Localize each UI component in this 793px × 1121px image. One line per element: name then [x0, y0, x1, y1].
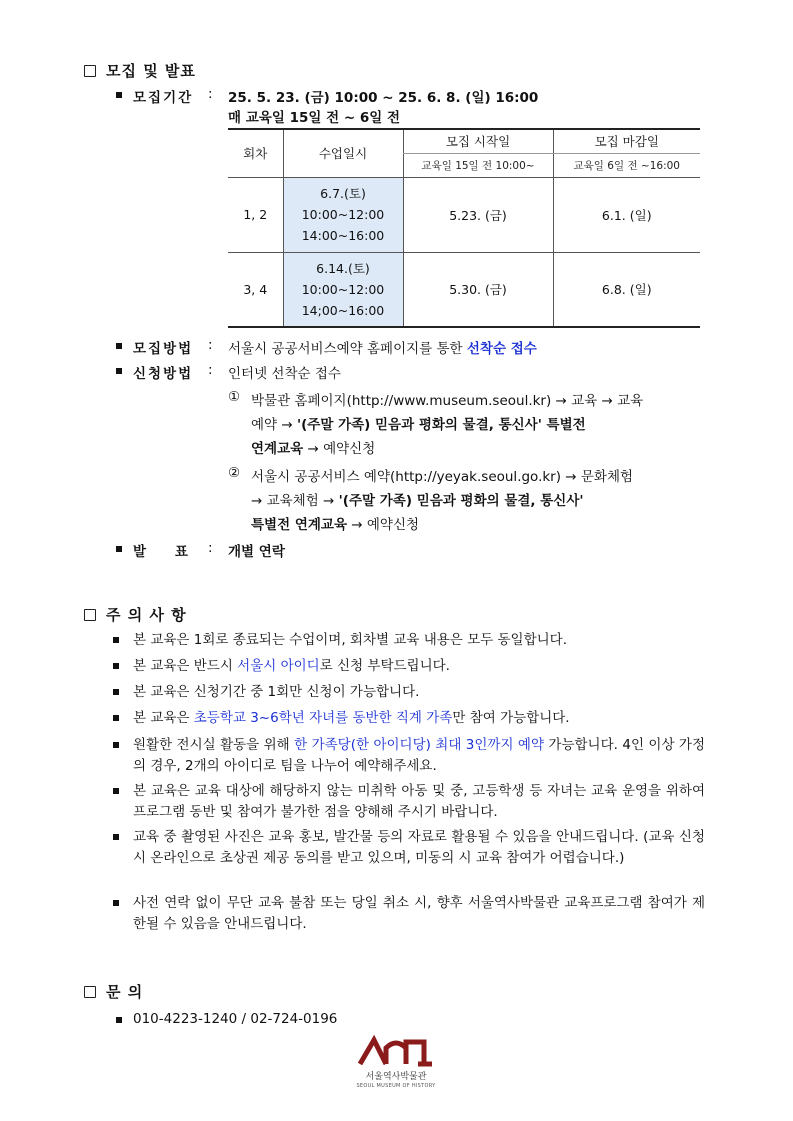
notice-text: 본 교육은 반드시: [133, 658, 238, 674]
method-label: 모집방법: [133, 341, 194, 357]
square-bullet-icon: [116, 1017, 122, 1023]
square-bullet-icon: [113, 637, 119, 643]
program-title: '(주말 가족) 믿음과 평화의 물결, 통신사' 특별전: [296, 417, 586, 433]
period-line-1: 25. 5. 23. (금) 10:00 ~ 25. 6. 8. (일) 16:00: [228, 90, 539, 106]
notice-text: 가능합니다. 4인 이상 가정의 경우, 2개의 아이디로 팀을 나누어 예약해주세요.: [133, 737, 705, 774]
apply-step-1-number: ①: [228, 389, 241, 405]
class-time-2: 14:00~16:00: [301, 228, 385, 243]
square-bullet-icon: [113, 900, 119, 906]
square-bullet-icon: [116, 92, 122, 98]
notice-text: 교육 중 촬영된 사진은 교육 홍보, 발간물 등의 자료로 활용될 수 있음을 안내드립니다. (교육 신청 시 온라인으로 초상권 제공 동의를 받고 있으며, 미동의 시 교육 참여가 어렵습니다.): [133, 829, 705, 866]
notice-item: [133, 827, 705, 869]
apply-text: 인터넷 선착순 접수: [228, 366, 341, 382]
cell-start: 5.23. (금): [403, 177, 553, 252]
square-bullet-icon: [113, 689, 119, 695]
checkbox-square-icon: [84, 986, 96, 998]
section-title: 주 의 사 항: [106, 606, 187, 624]
section-title: 문 의: [106, 983, 144, 1001]
notice-item: [133, 630, 705, 651]
notice-highlight: 초등학교 3~6학년 자녀를 동반한 직계 가족: [193, 710, 453, 726]
apply-step-1-line-2: [251, 413, 586, 433]
checkbox-square-icon: [84, 609, 96, 621]
cell-start: 5.30. (금): [403, 252, 553, 327]
colon: :: [208, 337, 213, 353]
logo-name-en: SEOUL MUSEUM OF HISTORY: [356, 1083, 436, 1089]
notice-text: 본 교육은 신청기간 중 1회만 신청이 가능합니다.: [133, 684, 420, 700]
notice-item: [133, 893, 705, 935]
apply-step-1-line-1: 박물관 홈페이지(http://www.museum.seoul.kr) → 교육 → 교육: [251, 393, 644, 409]
header-round: 회차: [228, 129, 283, 177]
text: 예약 →: [251, 417, 297, 433]
program-title: 특별전 연계교육: [251, 517, 347, 533]
class-time-1: 10:00~12:00: [301, 207, 385, 222]
apply-step-2-line-2: [251, 489, 584, 509]
square-bullet-icon: [113, 834, 119, 840]
announce-text: 개별 연락: [228, 544, 285, 560]
program-title: '(주말 가족) 믿음과 평화의 물결, 통신사': [338, 493, 584, 509]
table-row: [228, 177, 700, 252]
header-end-sub: 교육일 6일 전 ~16:00: [553, 153, 700, 177]
square-bullet-icon: [113, 663, 119, 669]
cell-end: 6.1. (일): [553, 177, 700, 252]
notice-text: 로 신청 부탁드립니다.: [319, 658, 450, 674]
table-row: [228, 252, 700, 327]
notice-text: 원활한 전시실 활동을 위해: [133, 737, 295, 753]
logo-name-ko: 서울역사박물관: [365, 1072, 427, 1082]
colon: :: [208, 540, 213, 556]
schedule-table: [228, 128, 700, 328]
period-line-2: 매 교육일 15일 전 ~ 6일 전: [228, 110, 401, 126]
cell-class-date: [283, 252, 403, 327]
header-start-sub: 교육일 15일 전 10:00~: [403, 153, 553, 177]
checkbox-square-icon: [84, 65, 96, 77]
notice-item: [133, 708, 705, 729]
museum-logo-icon: [356, 1034, 436, 1068]
cell-round: 3, 4: [228, 252, 283, 327]
announce-label: 발 표: [133, 544, 190, 560]
square-bullet-icon: [113, 715, 119, 721]
method-text: [228, 337, 537, 357]
class-date: 6.14.(토): [316, 260, 370, 276]
header-end: 모집 마감일: [553, 129, 700, 153]
text: → 예약신청: [347, 517, 420, 533]
notice-text: 본 교육은: [133, 710, 194, 726]
header-class-date: 수업일시: [283, 129, 403, 177]
class-time-1: 10:00~12:00: [301, 281, 385, 297]
colon: :: [208, 86, 213, 102]
section-heading-notice: [84, 604, 187, 625]
square-bullet-icon: [116, 343, 122, 349]
method-highlight: 선착순 접수: [466, 341, 537, 357]
text: → 예약신청: [303, 441, 376, 457]
apply-step-2-number: ②: [228, 465, 241, 481]
notice-text: 본 교육은 교육 대상에 해당하지 않는 미취학 아동 및 중, 고등학생 등 자녀는 교육 운영을 위하여 프로그램 동반 및 참여가 불가한 점을 양해해 주시기 바랍니다.: [133, 783, 705, 820]
notice-text: 본 교육은 1회로 종료되는 수업이며, 회차별 교육 내용은 모두 동일합니다.: [133, 632, 567, 648]
program-title: 연계교육: [251, 441, 304, 457]
notice-item: [133, 781, 705, 823]
notice-highlight: 한 가족당(한 아이디당) 최대 3인까지 예약: [294, 737, 545, 753]
colon: :: [208, 362, 213, 378]
period-label: 모집기간: [133, 90, 194, 106]
square-bullet-icon: [116, 546, 122, 552]
section-heading-recruit: [84, 60, 196, 81]
apply-step-2-line-3: [251, 513, 419, 533]
notice-text: 사전 연락 없이 무단 교육 불참 또는 당일 취소 시, 향후 서울역사박물관 교육프로그램 참여가 제한될 수 있음을 안내드립니다.: [133, 895, 705, 932]
notice-highlight: 서울시 아이디: [237, 658, 320, 674]
contact-phone: 010-4223-1240 / 02-724-0196: [133, 1011, 338, 1027]
apply-label: 신청방법: [133, 366, 194, 382]
museum-logo: [356, 1034, 436, 1104]
header-start: 모집 시작일: [403, 129, 553, 153]
apply-step-1-line-3: [251, 437, 375, 457]
cell-end: 6.8. (일): [553, 252, 700, 327]
cell-round: 1, 2: [228, 177, 283, 252]
cell-class-date: [283, 177, 403, 252]
method-text-plain: 서울시 공공서비스예약 홈페이지를 통한: [228, 341, 467, 357]
square-bullet-icon: [116, 368, 122, 374]
class-time-2: 14;00~16:00: [301, 302, 385, 318]
notice-item: [133, 735, 705, 777]
square-bullet-icon: [113, 742, 119, 748]
apply-step-2-line-1: 서울시 공공서비스 예약(http://yeyak.seoul.go.kr) → 문화체험: [251, 469, 634, 485]
section-title: 모집 및 발표: [106, 62, 196, 80]
notice-item: [133, 656, 705, 677]
notice-text: 만 참여 가능합니다.: [452, 710, 570, 726]
notice-item: [133, 682, 705, 703]
section-heading-contact: [84, 981, 143, 1002]
square-bullet-icon: [113, 788, 119, 794]
class-date: 6.7.(토): [320, 186, 366, 201]
text: → 교육체험 →: [251, 493, 339, 509]
